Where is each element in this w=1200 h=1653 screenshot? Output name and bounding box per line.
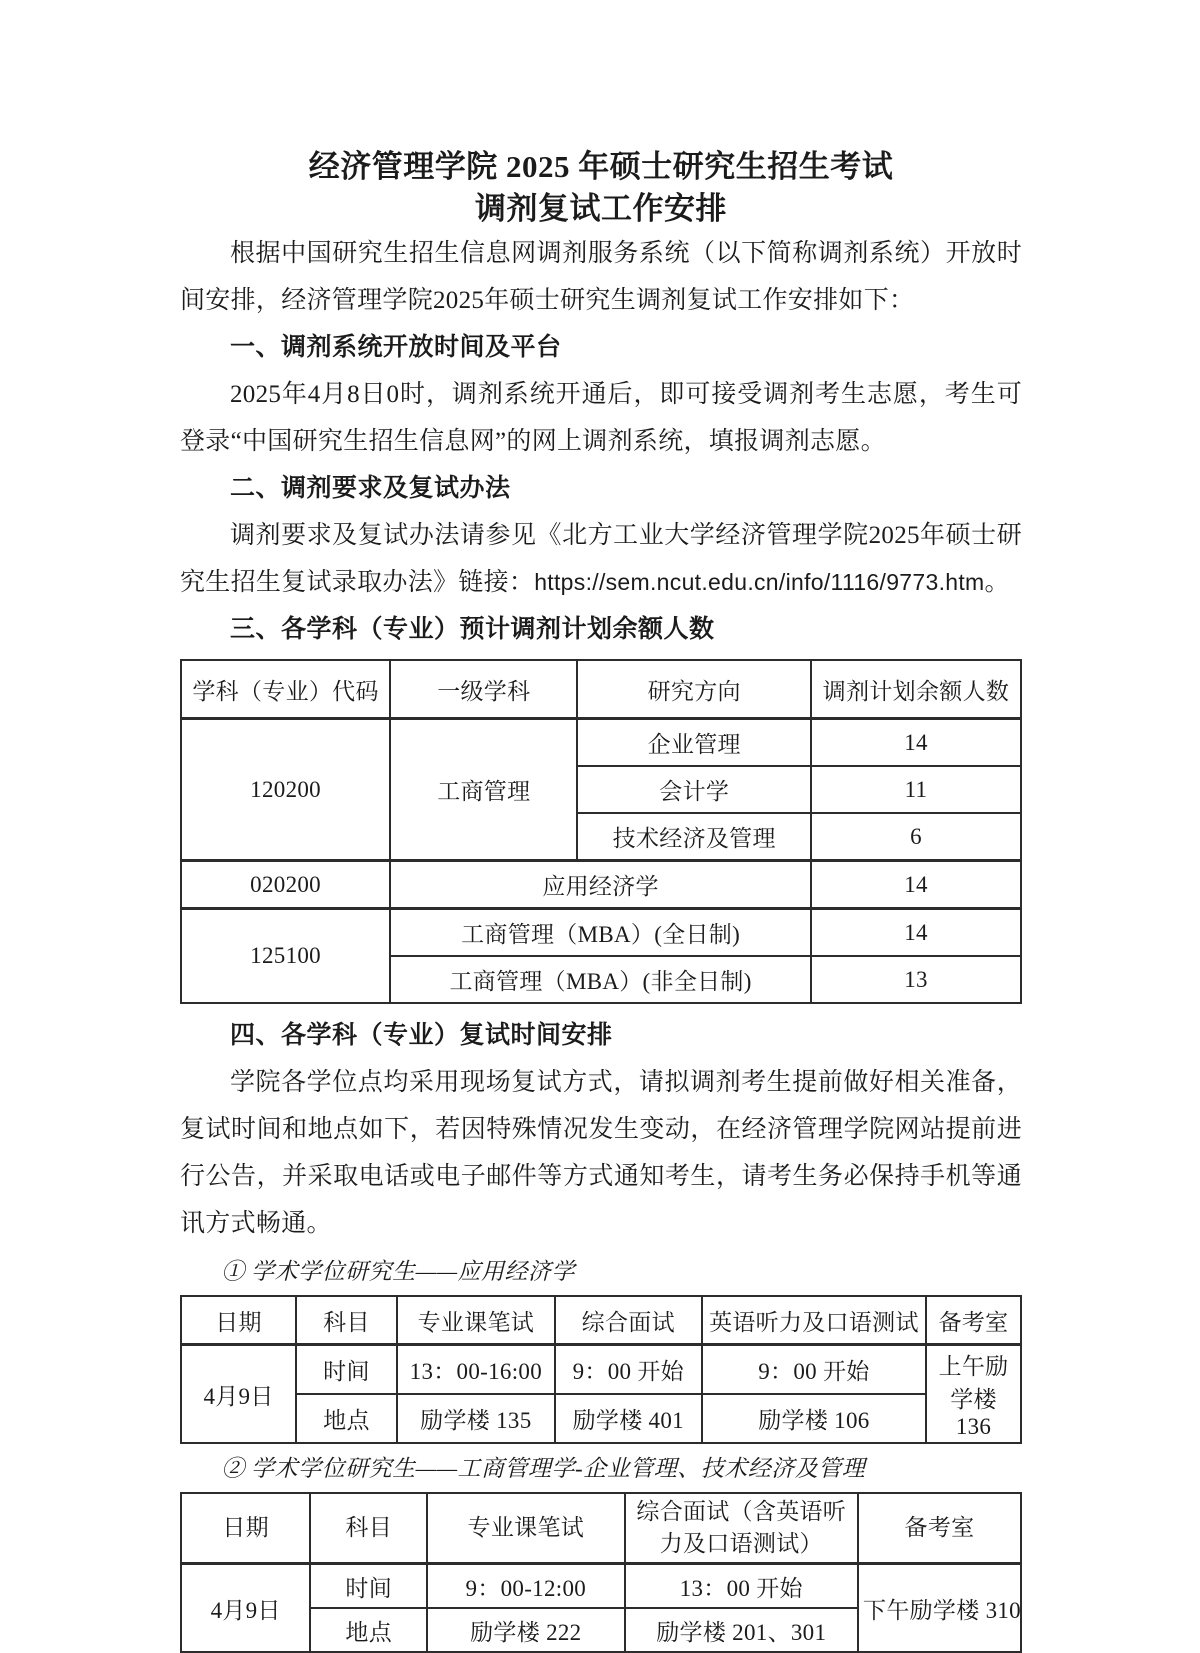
section-heading-2: 二、调剂要求及复试办法 — [230, 475, 511, 502]
section-heading-1: 一、调剂系统开放时间及平台 — [230, 334, 562, 361]
section-4-paragraph: 学院各学位点均采用现场复试方式，请拟调剂考生提前做好相关准备，复试时间和地点如下，若因特殊情况发生变动，在经济管理学院网站提前进行公告，并采取电话或电子邮件等方式通知考生，请考生务必保持手机等通讯方式畅通。 — [180, 1069, 1022, 1237]
schedule-header-date: 日期 — [181, 1493, 310, 1564]
quota-discipline-econ: 应用经济学 — [390, 861, 811, 909]
schedule-time: 9：00 开始 — [555, 1345, 702, 1395]
doc-title-line2: 调剂复试工作安排 — [475, 191, 727, 226]
schedule-room: 上午励学楼 136 — [926, 1345, 1021, 1444]
table-row — [181, 1345, 1021, 1395]
schedule-header-room: 备考室 — [926, 1296, 1021, 1345]
quota-header-code: 学科（专业）代码 — [181, 660, 390, 719]
table-row — [181, 861, 1021, 909]
schedule-time-label: 时间 — [310, 1564, 427, 1609]
schedule-header-date: 日期 — [181, 1296, 296, 1345]
quota-header-direction: 研究方向 — [577, 660, 811, 719]
quota-count: 11 — [811, 766, 1021, 813]
schedule-time-label: 时间 — [296, 1345, 397, 1395]
section-2-text: 调剂要求及复试办法请参见《北方工业大学经济管理学院2025年硕士研究生招生复试录取办法》链接： — [180, 522, 1022, 596]
schedule-place: 励学楼 106 — [702, 1394, 926, 1443]
table-row — [181, 1394, 1021, 1443]
schedule-place-label: 地点 — [296, 1394, 397, 1443]
schedule-place: 励学楼 135 — [397, 1394, 555, 1443]
schedule-label-1: ① 学术学位研究生——应用经济学 — [221, 1259, 576, 1284]
schedule-time: 13：00-16:00 — [397, 1345, 555, 1395]
quota-code-020200: 020200 — [181, 861, 390, 909]
quota-code-125100: 125100 — [181, 909, 390, 1004]
schedule-header-row — [181, 1296, 1021, 1345]
schedule-place-label: 地点 — [310, 1608, 427, 1652]
schedule-date: 4月9日 — [181, 1564, 310, 1653]
section-1-paragraph: 2025年4月8日0时，调剂系统开通后，即可接受调剂考生志愿，考生可登录“中国研究生招生信息网”的网上调剂系统，填报调剂志愿。 — [180, 381, 1022, 455]
schedule-header-subject: 科目 — [310, 1493, 427, 1564]
schedule-table-business-mgmt — [180, 1492, 1022, 1653]
quota-count: 6 — [811, 813, 1021, 861]
quota-header-discipline: 一级学科 — [390, 660, 577, 719]
table-row — [181, 909, 1021, 957]
quota-direction: 会计学 — [577, 766, 811, 813]
quota-table-header-row — [181, 660, 1021, 719]
quota-header-count: 调剂计划余额人数 — [811, 660, 1021, 719]
quota-count: 13 — [811, 956, 1021, 1003]
section-heading-3: 三、各学科（专业）预计调剂计划余额人数 — [230, 616, 715, 643]
quota-direction: 企业管理 — [577, 719, 811, 767]
schedule-label-2: ② 学术学位研究生——工商管理学-企业管理、技术经济及管理 — [221, 1456, 866, 1481]
schedule-header-room: 备考室 — [858, 1493, 1021, 1564]
schedule-header-subject: 科目 — [296, 1296, 397, 1345]
schedule-place: 励学楼 222 — [427, 1608, 624, 1652]
quota-table — [180, 659, 1022, 1004]
section-heading-4: 四、各学科（专业）复试时间安排 — [230, 1022, 613, 1049]
quota-discipline-business: 工商管理 — [390, 719, 577, 861]
recruitment-measures-link[interactable]: https://sem.ncut.edu.cn/info/1116/9773.htm — [534, 569, 985, 595]
schedule-date: 4月9日 — [181, 1345, 296, 1444]
schedule-header-written: 专业课笔试 — [397, 1296, 555, 1345]
schedule-place: 励学楼 401 — [555, 1394, 702, 1443]
schedule-header-interview: 综合面试（含英语听力及口语测试） — [625, 1493, 859, 1564]
schedule-header-english: 英语听力及口语测试 — [702, 1296, 926, 1345]
table-row — [181, 1564, 1021, 1609]
quota-discipline-mba-pt: 工商管理（MBA）(非全日制) — [390, 956, 811, 1003]
quota-direction: 技术经济及管理 — [577, 813, 811, 861]
schedule-time: 9：00 开始 — [702, 1345, 926, 1395]
quota-count: 14 — [811, 861, 1021, 909]
schedule-time: 13：00 开始 — [625, 1564, 859, 1609]
intro-paragraph: 根据中国研究生招生信息网调剂服务系统（以下简称调剂系统）开放时间安排，经济管理学院2025年硕士研究生调剂复试工作安排如下： — [180, 240, 1022, 314]
doc-title-line1: 经济管理学院 2025 年硕士研究生招生考试 — [308, 149, 894, 184]
schedule-time: 9：00-12:00 — [427, 1564, 624, 1609]
quota-count: 14 — [811, 719, 1021, 767]
quota-count: 14 — [811, 909, 1021, 957]
table-row — [181, 719, 1021, 767]
schedule-header-written: 专业课笔试 — [427, 1493, 624, 1564]
schedule-room: 下午励学楼 310 — [858, 1564, 1021, 1653]
schedule-table-applied-econ — [180, 1295, 1022, 1444]
section-2-text-end: 。 — [984, 569, 1010, 596]
quota-discipline-mba-ft: 工商管理（MBA）(全日制) — [390, 909, 811, 957]
schedule-header-interview: 综合面试 — [555, 1296, 702, 1345]
schedule-place: 励学楼 201、301 — [625, 1608, 859, 1652]
quota-code-120200: 120200 — [181, 719, 390, 861]
section-2-paragraph — [180, 512, 1022, 606]
